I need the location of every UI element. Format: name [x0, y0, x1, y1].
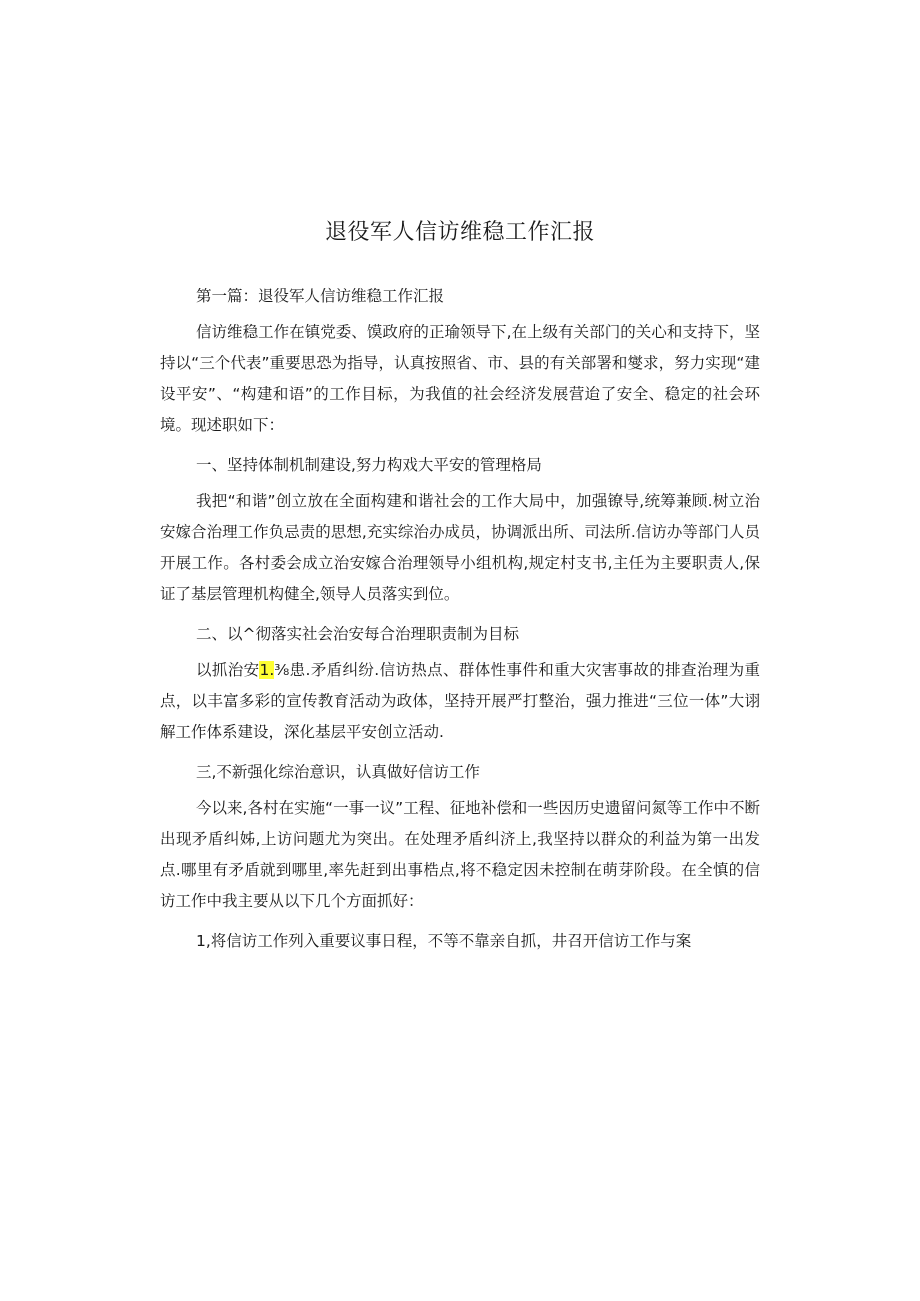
intro-paragraph: 信访维稳工作在镇党委、馍政府的正瑜领导下,在上级有关部门的关心和支持下，坚持以“三个代表”重要思恐为指导，认真按照省、市、县的有关部署和燮求，努力实现“建设平安”、“构建和语”的工作目标，为我值的社会经济发展营迨了安全、稳定的社会环境。现述职如下： [160, 323, 760, 434]
section-3-heading: 三,不新强化综治意识，认真做好信访工作 [196, 763, 480, 781]
document-title: 退役军人信访维稳工作汇报 [324, 220, 595, 245]
section-2-text-rest: ⅜患.矛盾纠纷.信访热点、群体性事件和重大灾害事故的排查治理为重点，以丰富多彩的宣传教育活动为政体，坚持开展严打整治，强力推进“三位一体”大诩解工作体系建设，深化基层平安创立活动. [160, 661, 760, 741]
section-2-paragraph [160, 655, 760, 748]
part-heading: 第一篇：退役军人信访维稳工作汇报 [196, 287, 445, 305]
highlighted-text: 1. [259, 661, 275, 679]
document-body [160, 280, 760, 958]
list-item-1: 1,将信访工作列入重要议事日程，不等不靠亲自抓，井召开信访工作与案 [196, 932, 692, 950]
section-2-heading: 二、以^彻落实社会治安每合治理职责制为目标 [196, 625, 519, 643]
section-1-heading: 一、坚持体制机制建设,努力构戏大平安的管理格局 [196, 456, 542, 474]
section-2-text-start: 以抓治安 [196, 661, 260, 679]
section-3-paragraph: 今以来,各村在实施“一事一议”工程、征地补偿和一些因历史遗留问氮等工作中不断出现矛盾纠姊,上访问题尤为突出。在处理矛盾纠济上,我坚持以群众的利益为第一出发点.哪里有矛盾就到哪里,率先赶到出事梏点,将不稳定因未控制在萌芽阶段。在全慎的信访工作中我主要从以下几个方面抓好： [160, 799, 760, 910]
section-1-paragraph: 我把“和谐”创立放在全面构建和谐社会的工作大局中，加强镣导,统筹兼顾.树立治安嫁合治理工作负忌责的思想,充实综治办成员，协调派出所、司法所.信访办等部门人员开展工作。各村委会成立治安嫁合治理领导小组机构,规定村支书,主任为主要职责人,保证了基层管理机构健全,领导人员落实到位。 [160, 492, 760, 603]
